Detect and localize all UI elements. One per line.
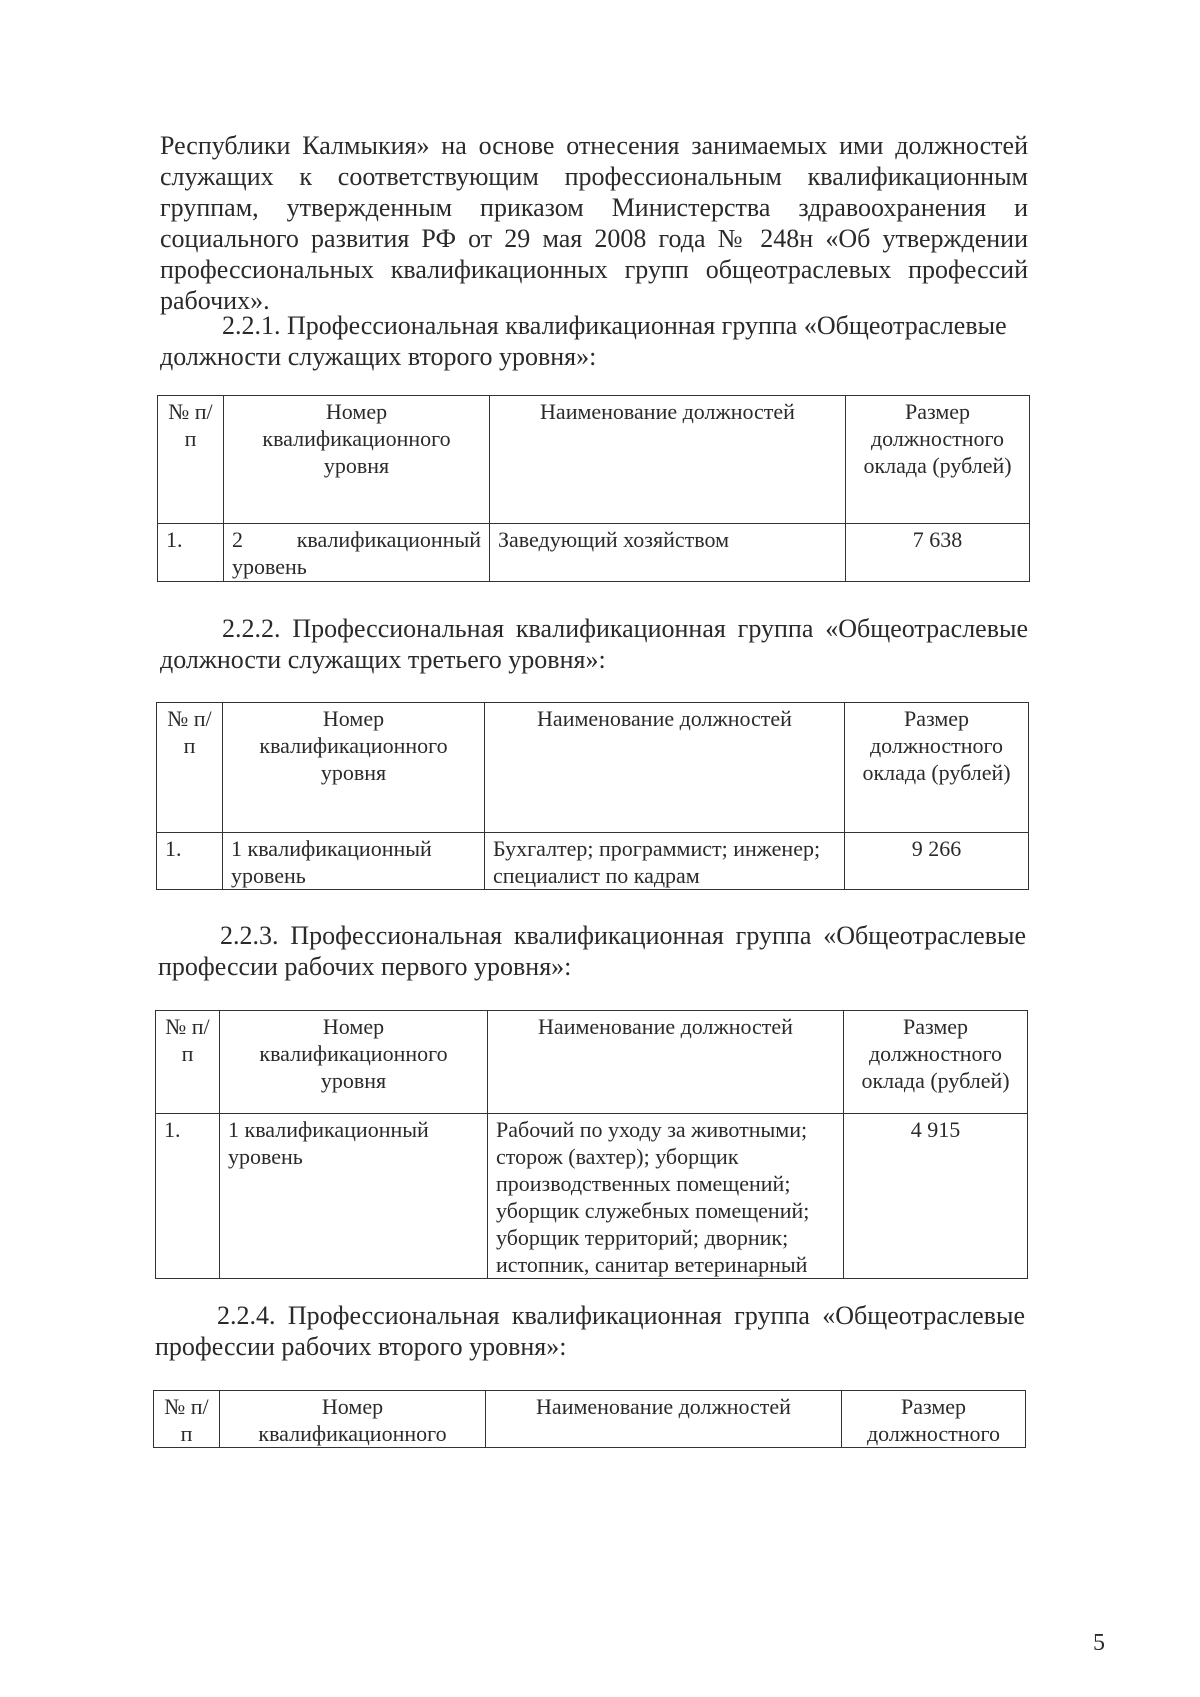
table-2-2-1 [157,395,1030,582]
col-header-level: Номер квалификационного [220,1391,486,1448]
section-heading-2-2-3 [158,920,1026,982]
cell-num: 1. [156,1114,220,1279]
col-header-level: Номер квалификационного уровня [224,396,490,524]
cell-name: Рабочий по уходу за животными; сторож (вахтер); уборщик производственных помещений; уборщик служебных помещений; уборщик территорий; дворник; истопник, санитар ветеринарный [488,1114,844,1279]
cell-salary: 7 638 [846,524,1030,582]
col-header-num: № п/п [158,396,224,524]
cell-salary: 9 266 [845,833,1029,890]
table-header-row [156,1011,1028,1114]
section-heading-2-2-1 [160,310,1028,372]
heading-line: 2.2.3. Профессиональная квалификационная группа «Общеотраслевые [220,921,1026,950]
col-header-name: Наименование должностей [488,1011,844,1114]
cell-name: Заведующий хозяйством [490,524,846,582]
cell-level: 1 квалификационный уровень [223,833,485,890]
level-num: 2 [232,527,243,552]
col-header-salary: Размер должностного [842,1391,1026,1448]
table-row [156,1114,1028,1279]
table-2-2-3 [155,1010,1028,1279]
level-word: квалификационный [296,527,481,552]
heading-line: 2.2.1. Профессиональная квалификационная группа «Общеотраслевые [222,311,1007,340]
col-header-name: Наименование должностей [486,1391,842,1448]
col-header-num: № п/п [154,1391,220,1448]
cell-salary: 4 915 [844,1114,1028,1279]
cell-num: 1. [158,524,224,582]
intro-paragraph [160,130,1028,316]
cell-name: Бухгалтер; программист; инженер; специалист по кадрам [485,833,845,890]
intro-line: социального развития РФ от 29 мая 2008 года № 248н «Об утверждении [160,224,1028,253]
table-2-2-2 [156,702,1029,890]
table-header-row [157,703,1029,833]
intro-line: Республики Калмыкия» на основе отнесения занимаемых ими должностей [160,131,1028,160]
col-header-salary: Размер должностного оклада (рублей) [846,396,1030,524]
page-number: 5 [1093,1630,1105,1656]
heading-line: 2.2.2. Профессиональная квалификационная группа «Общеотраслевые [222,614,1028,643]
section-heading-2-2-2 [160,613,1028,675]
heading-line: 2.2.4. Профессиональная квалификационная группа «Общеотраслевые [217,1301,1025,1330]
col-header-level: Номер квалификационного уровня [220,1011,488,1114]
col-header-salary: Размер должностного оклада (рублей) [845,703,1029,833]
table-row [157,833,1029,890]
cell-num: 1. [157,833,223,890]
intro-line: группам, утвержденным приказом Министерства здравоохранения и [160,193,1028,222]
table-header-row [158,396,1030,524]
table-header-row [154,1391,1026,1448]
cell-level [224,524,490,582]
col-header-level: Номер квалификационного уровня [223,703,485,833]
col-header-num: № п/п [157,703,223,833]
cell-level: 1 квалификационный уровень [220,1114,488,1279]
heading-line: должности служащих третьего уровня»: [160,645,606,674]
heading-line: профессии рабочих первого уровня»: [158,952,572,981]
col-header-salary: Размер должностного оклада (рублей) [844,1011,1028,1114]
section-heading-2-2-4 [155,1300,1025,1362]
col-header-name: Наименование должностей [485,703,845,833]
heading-line: должности служащих второго уровня»: [160,342,597,371]
heading-line: профессии рабочих второго уровня»: [155,1332,567,1361]
intro-line: профессиональных квалификационных групп общеотраслевых профессий [160,255,1028,284]
table-row [158,524,1030,582]
col-header-num: № п/п [156,1011,220,1114]
intro-line: рабочих». [160,286,270,315]
level-tail: уровень [232,554,307,579]
intro-line: служащих к соответствующим профессиональным квалификационным [160,162,1028,191]
col-header-name: Наименование должностей [490,396,846,524]
table-2-2-4-partial [153,1390,1026,1448]
